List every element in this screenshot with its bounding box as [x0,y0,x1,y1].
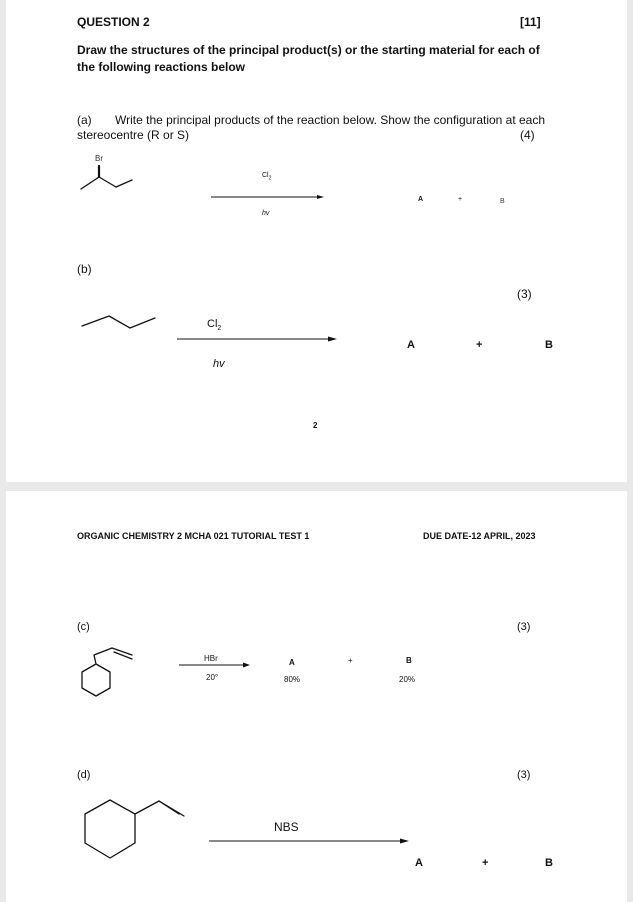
page-1 [6,0,627,482]
part-a-reagent: $Cl_2$ [262,172,272,182]
part-d-plus: + [482,857,489,869]
part-a-product-b: B [500,198,505,205]
part-b-reagent: $Cl_2$ [207,318,222,333]
part-d-marks: (3) [517,769,531,781]
header-course: ORGANIC CHEMISTRY 2 MCHA 021 TUTORIAL TEST 1 [77,531,310,541]
part-c-product-b: B [406,656,412,665]
part-a-label: (a) [77,113,92,127]
question-title: QUESTION 2 [77,15,150,29]
part-d-product-b: B [545,857,553,869]
part-c-yield-b: 20% [399,675,416,684]
part-a-marks: (4) [520,128,535,142]
header-due-date: DUE DATE-12 APRIL, 2023 [423,531,536,541]
bromine-atom-label: Br [95,154,103,163]
part-c-plus: + [348,656,353,665]
part-c-reagent: HBr [204,654,218,663]
part-b-marks: (3) [517,287,532,301]
part-a-condition: hv [262,210,270,217]
part-b-condition: hv [213,358,225,370]
part-b-reaction-arrow [6,0,627,482]
part-a-plus: + [458,196,463,203]
part-b-product-b: B [545,339,553,351]
page-2 [6,491,627,902]
part-d-label: (d) [77,769,91,781]
part-b-product-a: A [407,339,415,351]
part-c-marks: (3) [517,621,531,633]
part-a-product-a: A [418,196,424,203]
instruction-line-1: Draw the structures of the principal product(s) or the starting material for each of [77,43,540,57]
part-b-plus: + [476,339,483,351]
instruction-line-2: the following reactions below [77,60,246,74]
part-d-reaction-arrow [6,491,627,902]
part-a-text-line-1: Write the principal products of the reaction below. Show the configuration at each [115,113,546,127]
part-c-yield-a: 80% [284,675,301,684]
part-b-label: (b) [77,262,92,276]
part-c-condition: 20° [206,673,219,682]
part-a-text-line-2: stereocentre (R or S) [77,128,190,142]
part-c-product-a: A [289,658,295,667]
part-c-label: (c) [77,621,90,633]
part-d-reagent: NBS [274,820,299,834]
part-d-product-a: A [415,857,423,869]
marks-total: [11] [520,15,541,29]
page-number: 2 [313,421,318,430]
